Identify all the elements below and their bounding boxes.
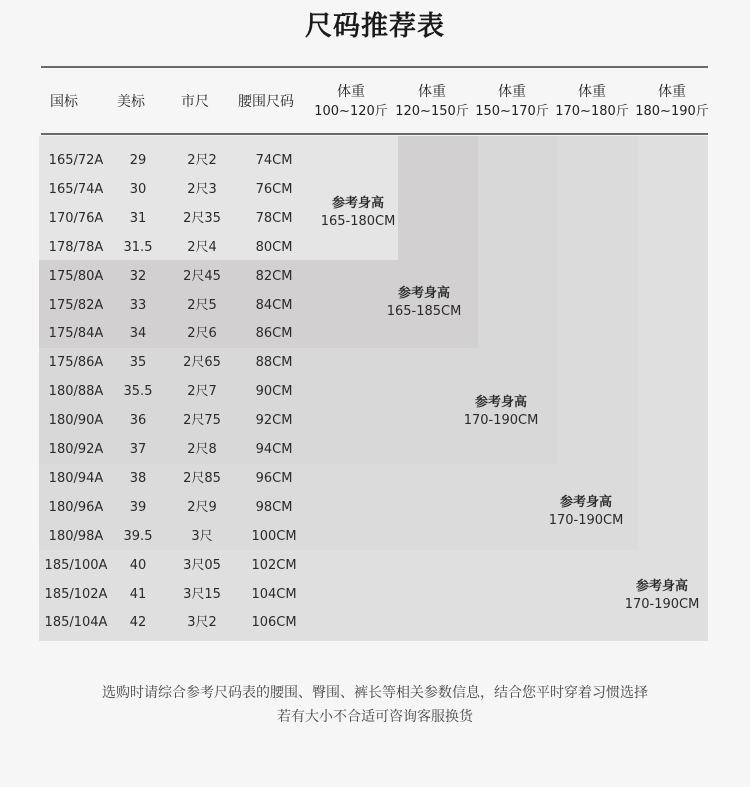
cell-meibiao: 34: [129, 326, 147, 342]
reference-height-label: 参考身高: [559, 495, 612, 510]
cell-guobiao: 175/82A: [48, 297, 104, 313]
header-weight-2: [470, 82, 554, 122]
cell-yaowei: 100CM: [251, 528, 297, 544]
cell-guobiao: 178/78A: [48, 239, 104, 255]
cell-guobiao: 170/76A: [48, 210, 104, 226]
header-weight-range: 100~120斤: [314, 104, 388, 119]
cell-guobiao: 180/92A: [48, 442, 104, 457]
cell-shichi: 2尺7: [187, 384, 217, 400]
header-weight-range: 170~180斤: [555, 104, 629, 119]
cell-yaowei: 104CM: [251, 586, 297, 602]
note-line-2: 若有大小不合适可咨询客服换货: [277, 709, 473, 725]
reference-height-label: 参考身高: [397, 286, 450, 301]
reference-height-value: 165-180CM: [320, 214, 396, 229]
header-shichi: 市尺: [181, 94, 209, 110]
cell-yaowei: 92CM: [255, 413, 293, 429]
cell-guobiao: 180/88A: [48, 384, 104, 400]
cell-meibiao: 40: [129, 557, 147, 573]
cell-shichi: 2尺5: [187, 297, 217, 313]
cell-yaowei: 86CM: [255, 326, 293, 342]
reference-height-label: 参考身高: [331, 196, 384, 211]
cell-yaowei: 80CM: [255, 239, 293, 255]
reference-height-label: 参考身高: [474, 395, 527, 410]
cell-guobiao: 180/96A: [48, 499, 104, 515]
cell-meibiao: 35: [129, 355, 147, 371]
cell-guobiao: 180/98A: [48, 528, 104, 544]
cell-guobiao: 175/84A: [48, 326, 104, 342]
cell-meibiao: 33: [129, 297, 147, 313]
cell-yaowei: 90CM: [255, 384, 293, 400]
cell-meibiao: 31.5: [123, 239, 153, 255]
header-weight-1: [390, 82, 474, 122]
cell-meibiao: 39.5: [123, 528, 153, 544]
cell-shichi: 2尺45: [183, 268, 221, 284]
cell-shichi: 2尺4: [187, 239, 217, 255]
cell-guobiao: 175/86A: [48, 355, 104, 371]
cell-meibiao: 35.5: [123, 384, 153, 400]
cell-yaowei: 78CM: [255, 210, 293, 226]
header-weight-0: [309, 82, 393, 122]
reference-height-label: 参考身高: [635, 579, 688, 594]
cell-yaowei: 106CM: [251, 615, 297, 631]
reference-height-value: 170-190CM: [463, 413, 539, 428]
cell-guobiao: 180/94A: [48, 470, 104, 486]
header-guobiao: 国标: [50, 94, 78, 110]
header-yaowei: 腰围尺码: [238, 94, 294, 110]
cell-meibiao: 32: [129, 268, 147, 284]
cell-yaowei: 94CM: [255, 442, 293, 457]
reference-height-1: [379, 285, 469, 321]
cell-meibiao: 36: [129, 413, 147, 429]
cell-shichi: 2尺35: [183, 210, 221, 226]
cell-guobiao: 175/80A: [48, 268, 104, 284]
header-weight-range: 120~150斤: [395, 104, 469, 119]
header-weight-label: 体重: [658, 84, 686, 100]
cell-guobiao: 180/90A: [48, 413, 104, 429]
reference-height-value: 170-190CM: [548, 513, 624, 528]
reference-height-0: [313, 195, 403, 231]
cell-shichi: 3尺15: [183, 586, 221, 602]
header-weight-label: 体重: [498, 84, 526, 100]
cell-shichi: 2尺6: [187, 326, 217, 342]
cell-meibiao: 37: [129, 442, 147, 457]
page-title: 尺码推荐表: [305, 11, 445, 42]
cell-shichi: 2尺65: [183, 355, 221, 371]
cell-shichi: 2尺8: [187, 442, 217, 457]
cell-meibiao: 39: [129, 499, 147, 515]
cell-guobiao: 185/102A: [44, 586, 108, 602]
cell-shichi: 3尺2: [187, 615, 217, 631]
reference-height-value: 170-190CM: [624, 597, 700, 612]
header-weight-4: [630, 82, 714, 122]
header-meibiao: 美标: [117, 94, 145, 110]
cell-meibiao: 38: [129, 470, 147, 486]
cell-guobiao: 185/104A: [44, 615, 108, 631]
cell-yaowei: 82CM: [255, 268, 293, 284]
cell-meibiao: 31: [129, 210, 147, 226]
cell-shichi: 3尺: [191, 528, 213, 544]
cell-shichi: 2尺3: [187, 181, 217, 197]
cell-shichi: 2尺2: [187, 153, 217, 168]
reference-height-value: 165-185CM: [386, 304, 462, 319]
cell-guobiao: 165/74A: [48, 181, 104, 197]
cell-shichi: 2尺9: [187, 499, 217, 515]
cell-yaowei: 102CM: [251, 557, 297, 573]
header-weight-label: 体重: [337, 84, 365, 100]
cell-shichi: 2尺75: [183, 413, 221, 429]
cell-meibiao: 42: [129, 615, 147, 631]
cell-yaowei: 96CM: [255, 470, 293, 486]
reference-height-3: [541, 494, 631, 530]
header-top-rule: [41, 66, 708, 68]
cell-yaowei: 98CM: [255, 499, 293, 515]
cell-shichi: 3尺05: [183, 557, 221, 573]
cell-meibiao: 29: [129, 153, 147, 168]
header-bottom-rule: [41, 133, 708, 135]
reference-height-2: [456, 394, 546, 430]
cell-yaowei: 84CM: [255, 297, 293, 313]
header-weight-label: 体重: [418, 84, 446, 100]
cell-yaowei: 76CM: [255, 181, 293, 197]
note-line-1: 选购时请综合参考尺码表的腰围、臀围、裤长等相关参数信息，结合您平时穿着习惯选择: [102, 685, 648, 701]
header-weight-label: 体重: [578, 84, 606, 100]
cell-yaowei: 74CM: [255, 153, 293, 168]
cell-shichi: 2尺85: [183, 470, 221, 486]
header-weight-range: 180~190斤: [635, 104, 709, 119]
cell-meibiao: 41: [129, 586, 147, 602]
header-weight-3: [550, 82, 634, 122]
cell-guobiao: 185/100A: [44, 557, 108, 573]
cell-guobiao: 165/72A: [48, 153, 104, 168]
reference-height-4: [617, 578, 707, 614]
cell-yaowei: 88CM: [255, 355, 293, 371]
header-weight-range: 150~170斤: [475, 104, 549, 119]
cell-meibiao: 30: [129, 181, 147, 197]
